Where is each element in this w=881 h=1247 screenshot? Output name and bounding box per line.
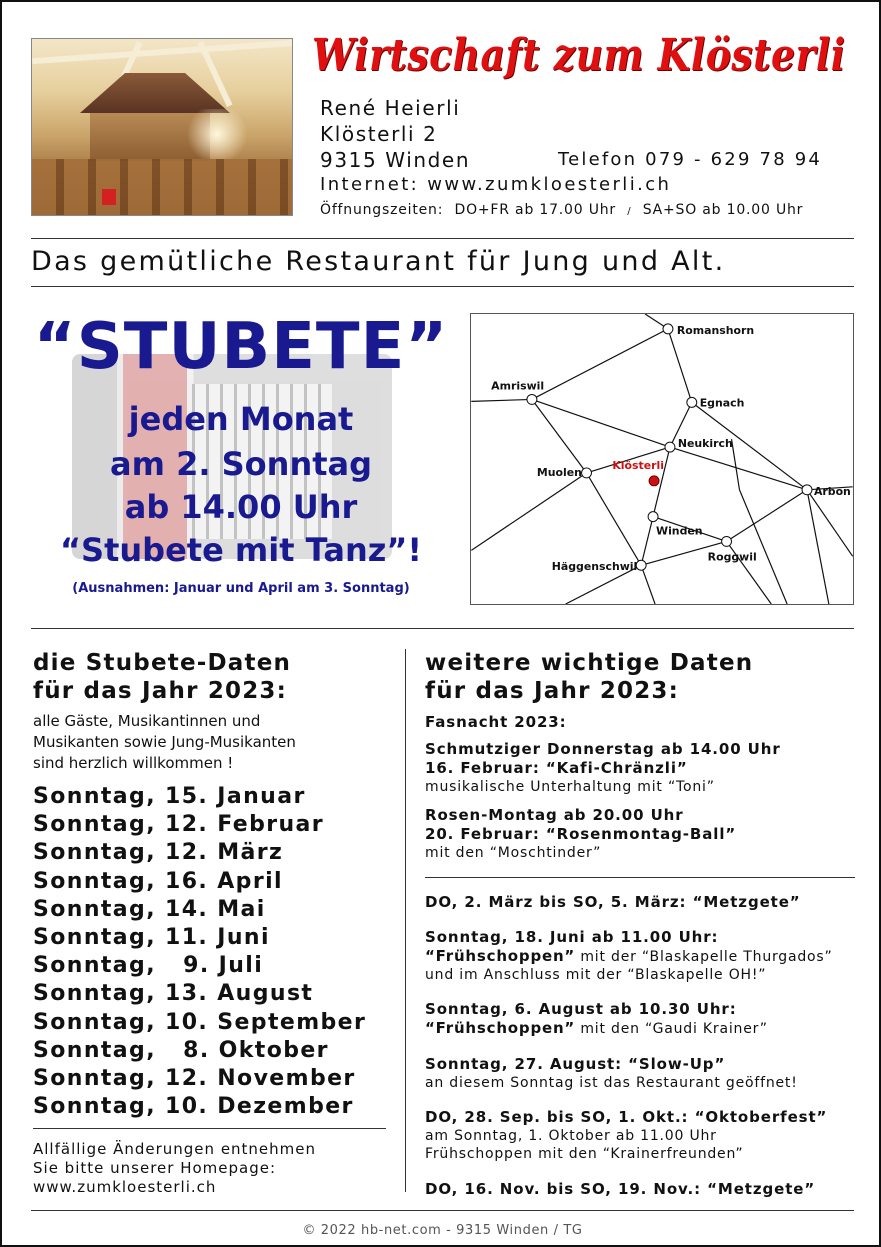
event-head: DO, 28. Sep. bis SO, 1. Okt.: “Oktoberfest” [425, 1108, 828, 1126]
welcome-text [33, 711, 296, 774]
divider [31, 628, 854, 629]
homepage-link[interactable]: www.zumkloesterli.ch [33, 1178, 217, 1196]
event-metzgete-maerz [425, 893, 855, 912]
map-label-egnach: Egnach [699, 396, 745, 410]
event-kafi-chraenzli [425, 740, 855, 796]
event-detail: mit der “Blaskapelle Thurgados” [575, 949, 833, 965]
event-detail: am Sonntag, 1. Oktober ab 11.00 Uhr [425, 1128, 717, 1144]
event-highlight: “Frühschoppen” [425, 947, 576, 965]
event-head: DO, 16. Nov. bis SO, 19. Nov.: “Metzgete” [425, 1180, 816, 1198]
restaurant-photo [31, 38, 293, 216]
event-head: Sonntag, 27. August: “Slow-Up” [425, 1055, 726, 1073]
website-link[interactable]: Internet: www.zumkloesterli.ch [320, 174, 672, 195]
welcome-line-1: alle Gäste, Musikantinnen und [33, 712, 261, 730]
stubete-line-3: ab 14.00 Uhr [124, 488, 358, 526]
hours-weekend: SA+SO ab 10.00 Uhr [642, 202, 804, 218]
list-item: Sonntag, 13. August [33, 981, 314, 1007]
stubete-date-list [33, 783, 366, 1121]
location-map [470, 313, 854, 605]
hours-weekday: DO+FR ab 17.00 Uhr [454, 202, 616, 218]
note-line-1: Allfällige Änderungen entnehmen [33, 1140, 317, 1158]
stubete-line-4: “Stubete mit Tanz”! [60, 531, 422, 569]
events-heading [425, 649, 753, 705]
event-head: Sonntag, 6. August ab 10.30 Uhr: [425, 1000, 737, 1018]
event-detail: und im Anschluss mit der “Blaskapelle OH!” [425, 967, 767, 983]
list-item: Sonntag, 14. Mai [33, 896, 266, 922]
list-item: Sonntag, 11. Juni [33, 925, 270, 951]
footer-copyright: © 2022 hb-net.com - 9315 Winden / TG [302, 1223, 583, 1238]
list-item: Sonntag, 8. Oktober [33, 1037, 329, 1063]
map-label-amriswil: Amriswil [491, 379, 545, 393]
welcome-line-3: sind herzlich willkommen ! [33, 754, 234, 772]
stubete-dates-heading [33, 649, 291, 705]
event-head: DO, 2. März bis SO, 5. März: “Metzgete” [425, 893, 801, 911]
list-item: Sonntag, 10. Dezember [33, 1094, 354, 1120]
map-label-romanshorn: Romanshorn [676, 323, 755, 337]
list-item: Sonntag, 9. Juli [33, 953, 264, 979]
kloesterli-marker [649, 476, 659, 486]
event-head: Sonntag, 18. Juni ab 11.00 Uhr: [425, 928, 719, 946]
city-address: 9315 Winden [320, 148, 471, 172]
list-item: Sonntag, 16. April [33, 868, 283, 894]
map-svg [471, 314, 853, 604]
map-label-haeggenschwil: Häggenschwil [551, 560, 638, 574]
event-detail: mit den “Gaudi Krainer” [575, 1021, 768, 1037]
tagline: Das gemütliche Restaurant für Jung und Alt. [31, 246, 726, 277]
heading-line-1: weitere wichtige Daten [425, 650, 754, 676]
event-oktoberfest [425, 1108, 855, 1163]
list-item: Sonntag, 12. Februar [33, 812, 325, 838]
hours-separator: / [627, 206, 632, 217]
map-label-neukirch: Neukirch [677, 437, 733, 451]
list-item: Sonntag, 15. Januar [33, 784, 306, 809]
event-detail: Frühschoppen mit den “Krainerfreunden” [425, 1146, 744, 1162]
event-line: 16. Februar: “Kafi-Chränzli” [425, 759, 688, 777]
heading-line-1: die Stubete-Daten [33, 650, 292, 676]
event-detail: mit den “Moschtinder” [425, 845, 602, 861]
event-head: Schmutziger Donnerstag ab 14.00 Uhr [425, 740, 781, 758]
map-label-winden: Winden [656, 524, 703, 538]
fasnacht-title: Fasnacht 2023: [425, 713, 567, 731]
note-line-2: Sie bitte unserer Homepage: [33, 1159, 277, 1177]
welcome-line-2: Musikanten sowie Jung-Musikanten [33, 733, 296, 751]
heading-line-2: für das Jahr 2023: [33, 678, 288, 704]
event-metzgete-november [425, 1180, 855, 1199]
list-item: Sonntag, 12. November [33, 1066, 356, 1092]
event-rosenmontag [425, 806, 855, 862]
event-fruehschoppen-august [425, 1000, 855, 1038]
divider [33, 1128, 386, 1129]
event-line: 20. Februar: “Rosenmontag-Ball” [425, 825, 737, 843]
map-label-arbon: Arbon [813, 484, 851, 498]
event-fruehschoppen-juni [425, 928, 855, 984]
street-address: Klösterli 2 [320, 122, 438, 146]
event-detail: an diesem Sonntag ist das Restaurant geöffnet! [425, 1075, 798, 1091]
owner-name: René Heierli [320, 96, 461, 120]
phone-number: Telefon 079 - 629 78 94 [558, 149, 823, 170]
event-highlight: “Frühschoppen” [425, 1019, 576, 1037]
heading-line-2: für das Jahr 2023: [425, 678, 680, 704]
divider [31, 1210, 854, 1211]
stubete-line-1: jeden Monat [128, 400, 354, 438]
map-label-muolen: Muolen [536, 465, 582, 479]
divider [425, 877, 855, 878]
stubete-title: “STUBETE” [33, 310, 449, 384]
divider [31, 286, 854, 287]
fasnacht-label [425, 713, 855, 732]
map-label-kloesterli: Klösterli [612, 458, 664, 472]
column-divider [405, 649, 406, 1192]
event-detail: musikalische Unterhaltung mit “Toni” [425, 779, 715, 795]
changes-note [33, 1140, 316, 1197]
event-slow-up [425, 1055, 855, 1092]
hours-label: Öffnungszeiten: [320, 202, 444, 218]
event-head: Rosen-Montag ab 20.00 Uhr [425, 806, 684, 824]
stubete-exception: (Ausnahmen: Januar und April am 3. Sonntag) [72, 581, 410, 596]
list-item: Sonntag, 12. März [33, 840, 284, 866]
divider [31, 238, 854, 239]
stubete-line-2: am 2. Sonntag [109, 445, 373, 483]
opening-hours [320, 202, 803, 218]
map-label-roggwil: Roggwil [707, 550, 757, 564]
list-item: Sonntag, 10. September [33, 1009, 367, 1035]
restaurant-name: Wirtschaft zum Klösterli [312, 30, 846, 81]
